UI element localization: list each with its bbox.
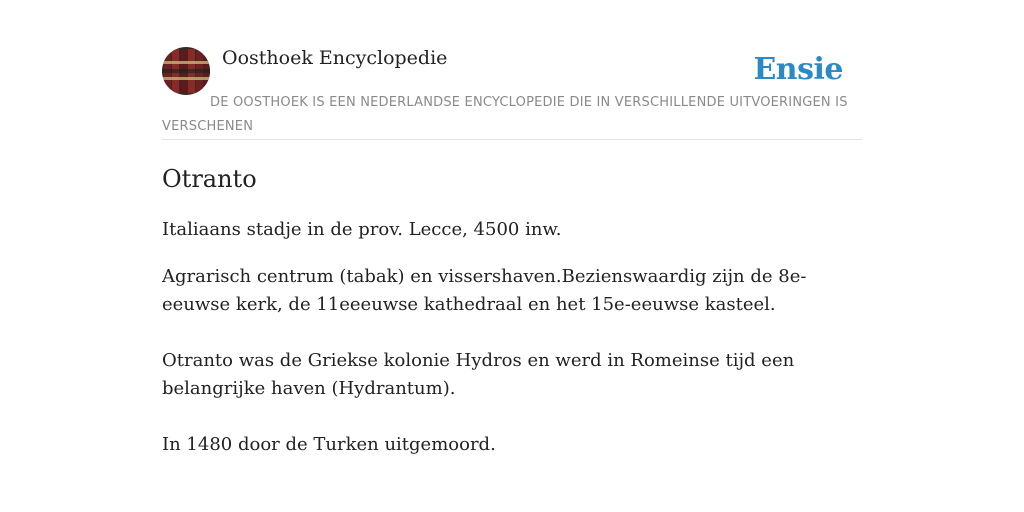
brand-logo[interactable]: Ensie: [753, 52, 843, 87]
encyclopedia-avatar[interactable]: [162, 47, 210, 95]
page-header: [162, 46, 862, 140]
site-name[interactable]: Oosthoek Encyclopedie: [222, 47, 448, 69]
article-paragraph: Otranto was de Griekse kolonie Hydros en werd in Romeinse tijd een belangrijke haven (Hydrantum).: [162, 350, 795, 399]
page-container: [162, 46, 862, 455]
article-paragraph: Agrarisch centrum (tabak) en vissershaven.Bezienswaardig zijn de 8e-eeuwse kerk, de 11eeeuwse kathedraal en het 15e-eeuwse kasteel.: [162, 266, 807, 315]
article-paragraph: In 1480 door de Turken uitgemoord.: [162, 434, 496, 455]
article-title: Otranto: [162, 165, 257, 193]
books-image: [162, 47, 210, 95]
site-tagline: DE OOSTHOEK IS EEN NEDERLANDSE ENCYCLOPEDIE DIE IN VERSCHILLENDE UITVOERINGEN IS VERSCHENEN: [162, 95, 848, 134]
article-paragraph: Italiaans stadje in de prov. Lecce, 4500 inw.: [162, 219, 562, 240]
